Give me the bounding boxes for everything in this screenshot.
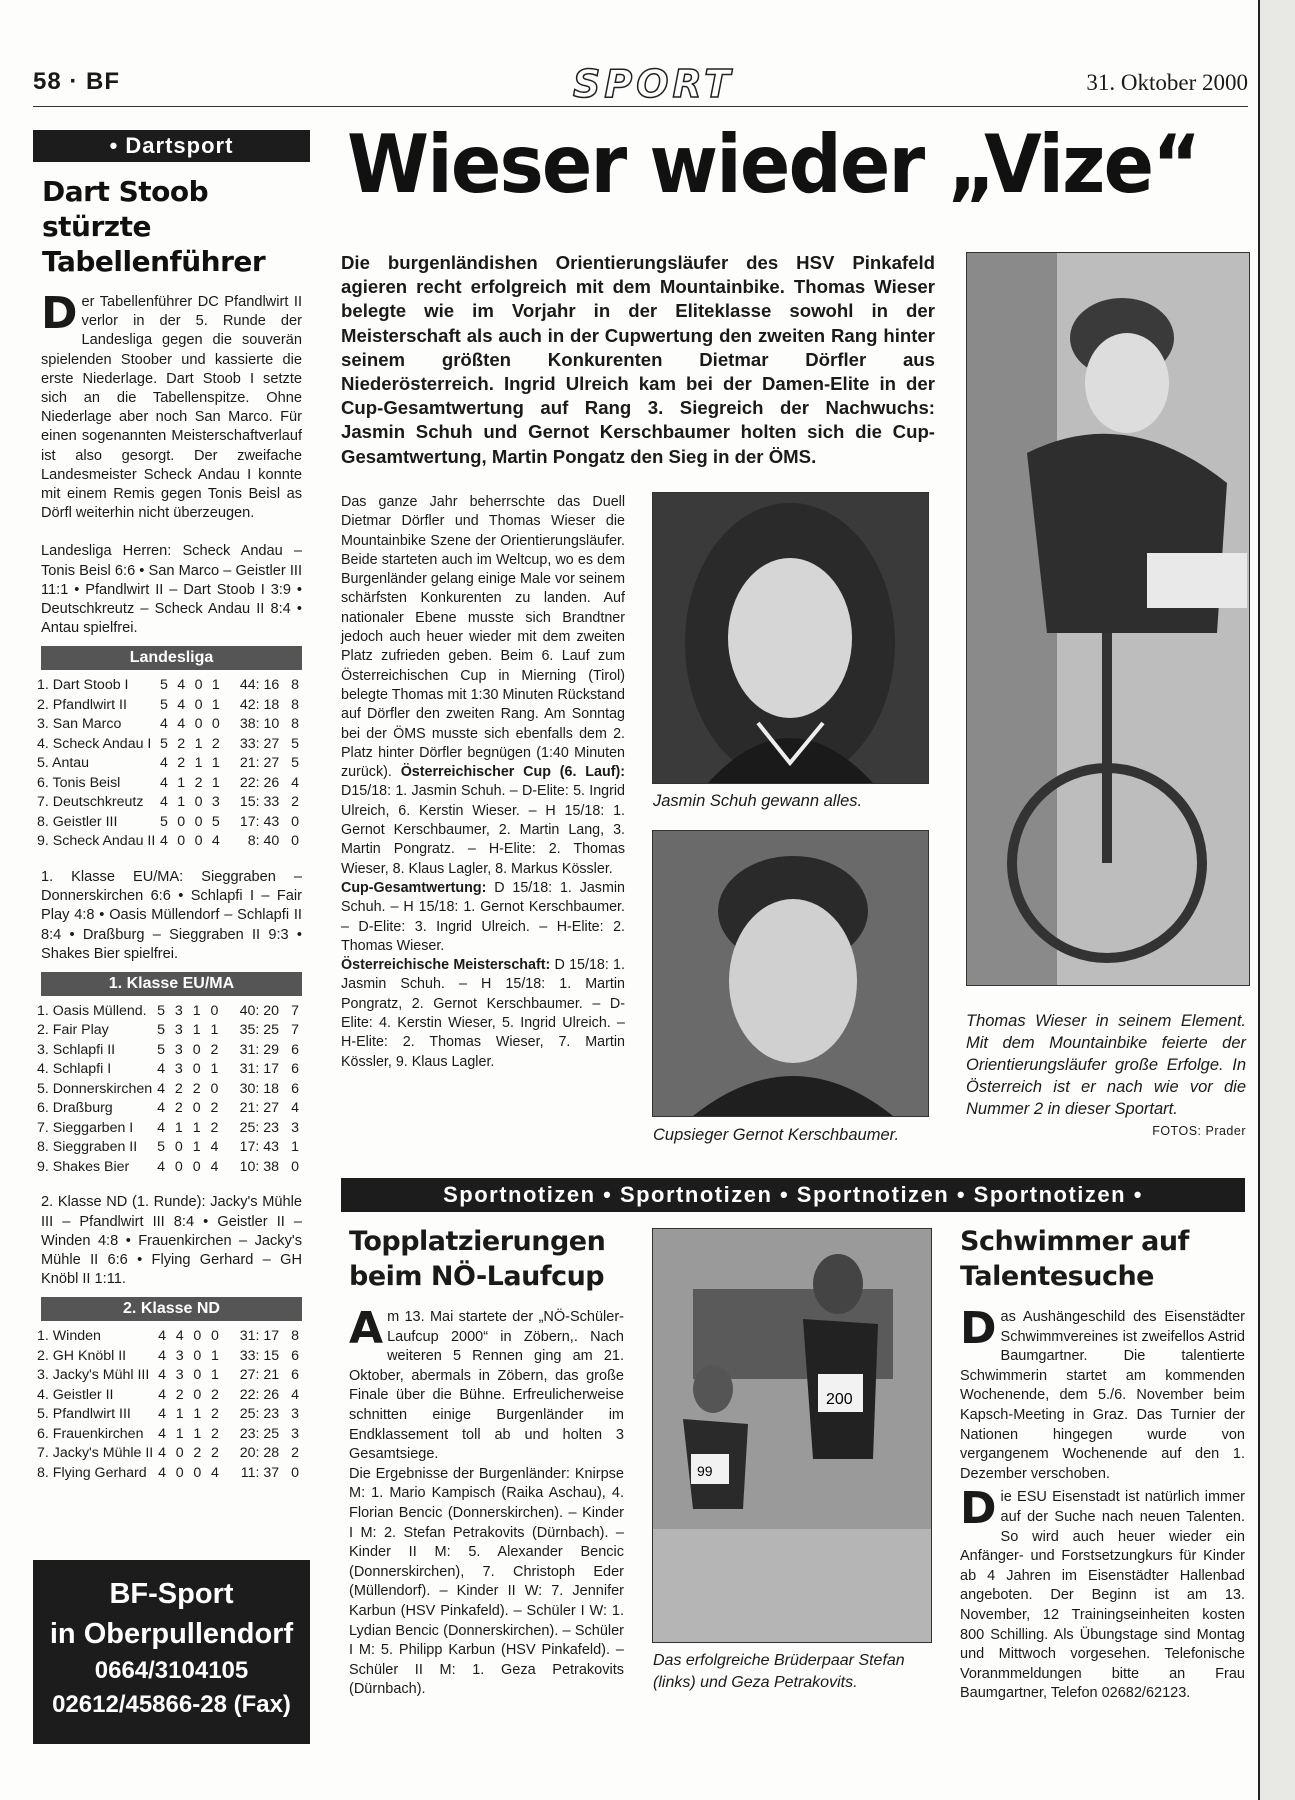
table-cell: 5 [160, 813, 168, 830]
table-row [37, 1119, 299, 1139]
team-name: 9. Scheck Andau II [37, 833, 156, 850]
table-cell: 5 [157, 1002, 165, 1019]
table-row [37, 1041, 299, 1061]
laufcup-column [349, 1224, 624, 1700]
table-cell: 2 [291, 1445, 299, 1462]
table-cell: 6 [291, 1367, 299, 1384]
table-cell: 1 [192, 1002, 201, 1019]
table-cell: 7 [291, 1002, 299, 1019]
table-cell: 0 [193, 1347, 202, 1364]
cup6-label: Österreichischer Cup (6. Lauf): [400, 764, 625, 781]
table-cell: 4 [175, 1328, 184, 1345]
running-brothers-image [653, 1229, 931, 1642]
table-cell: 31: 17 [239, 1061, 280, 1078]
table-cell: 30: 18 [239, 1080, 280, 1097]
table-cell: 0 [192, 1041, 201, 1058]
table-cell: 2 [210, 1041, 219, 1058]
photo-petrakovits [652, 1228, 932, 1643]
photo-jasmin-schuh [652, 492, 929, 784]
table-cell: 0 [194, 677, 203, 694]
team-name: 9. Shakes Bier [37, 1158, 130, 1175]
caption-thomas [966, 1010, 1246, 1142]
table-cell: 22: 26 [239, 1386, 280, 1403]
table-cell: 2 [211, 1445, 219, 1462]
team-name: 6. Frauenkirchen [37, 1425, 144, 1442]
team-name: 7. Sieggarben I [37, 1119, 134, 1136]
table-cell: 15: 33 [239, 794, 280, 811]
team-name: 8. Geistler III [37, 813, 118, 830]
section-title: SPORT [573, 62, 734, 106]
table-row [37, 1405, 299, 1425]
table-cell: 4 [210, 1158, 219, 1175]
team-name: 1. Oasis Müllend. [37, 1002, 147, 1019]
table-cell: 4 [157, 1100, 165, 1117]
sportnotizen-bar: Sportnotizen • Sportnotizen • Sportnotizen • Sportnotizen • [341, 1178, 1245, 1212]
table-cell: 0 [174, 1158, 183, 1175]
table-cell: 5 [157, 1139, 165, 1156]
table-cell: 3 [174, 1061, 183, 1078]
table-cell: 8 [291, 677, 299, 694]
table-cell: 1 [175, 1425, 184, 1442]
team-name: 5. Donnerskirchen [37, 1080, 153, 1097]
table-cell: 4 [158, 1347, 167, 1364]
table-cell: 0 [211, 716, 220, 733]
table-cell: 1 [177, 794, 186, 811]
table-cell: 2 [177, 735, 186, 752]
table-cell: 5 [211, 813, 220, 830]
main-headline: Wieser wieder „Vize“ [347, 118, 1200, 211]
table-cell: 22: 26 [239, 774, 280, 791]
table-cell: 1 [211, 1367, 219, 1384]
table-row [37, 774, 299, 794]
team-name: 5. Antau [37, 755, 90, 772]
table-cell: 0 [194, 833, 203, 850]
table-cell: 1 [211, 696, 220, 713]
table-cell: 0 [174, 1139, 183, 1156]
table-cell: 2 [193, 1445, 202, 1462]
table-cell: 1 [192, 1119, 201, 1136]
table-cell: 1 [194, 755, 203, 772]
table-cell: 0 [192, 1158, 201, 1175]
table-cell: 1 [210, 1061, 219, 1078]
team-name: 4. Scheck Andau I [37, 735, 152, 752]
table-cell: 5 [160, 735, 168, 752]
table-cell: 17: 43 [239, 813, 280, 830]
results-klasse-eu-ma: 1. Klasse EU/MA: Sieggraben – Donnerskirchen 6:6 • Schlapfi I – Fair Play 4:8 • Oasis Müllendorf – Schlapfi II 8:4 • Draßburg – Sieggraben II 9:3 • Shakes Bier spielfrei. [41, 868, 302, 962]
bib-number-200: 200 [826, 1391, 853, 1408]
table-row [37, 1464, 299, 1484]
table-cell: 42: 18 [239, 696, 280, 713]
table-cell: 4 [158, 1464, 167, 1481]
table-cell: 2 [291, 794, 299, 811]
table-row [37, 813, 299, 833]
table-cell: 11: 37 [240, 1464, 280, 1481]
table-cell: 25: 23 [239, 1119, 280, 1136]
dartsport-intro [33, 288, 310, 523]
team-name: 8. Flying Gerhard [37, 1464, 147, 1481]
table-cell: 4 [177, 696, 186, 713]
results-landesliga: Landesliga Herren: Scheck Andau – Tonis Beisl 6:6 • San Marco – Geistler III 11:1 • Pfandlwirt II – Dart Stoob I 3:9 • Deutschkreutz – Scheck Andau II 8:4 • Antau spielfrei. [41, 543, 302, 637]
table-cell: 2 [210, 1100, 219, 1117]
table-cell: 0 [291, 813, 299, 830]
team-name: 4. Schlapfi I [37, 1061, 112, 1078]
page-edge [1258, 0, 1295, 1800]
table-cell: 0 [175, 1445, 184, 1462]
table-cell: 2 [211, 1406, 219, 1423]
page-header [33, 60, 1248, 107]
table-cell: 4 [158, 1386, 167, 1403]
table-cell: 0 [175, 1464, 184, 1481]
table-cell: 2 [194, 774, 203, 791]
table-row [37, 1444, 299, 1464]
table-cell: 4 [210, 1139, 219, 1156]
table-cell: 3 [174, 1002, 183, 1019]
standings-table-klasse-nd [37, 1327, 299, 1483]
schwimmer-column [960, 1224, 1245, 1704]
table-cell: 4 [157, 1158, 165, 1175]
laufcup-intro: m 13. Mai startete der „NÖ-Schüler-Laufcup 2000“ in Zöbern,. Nach weiteren 5 Rennen ging am 21. Oktober, abermals in Zöbern, das große Finale über die Bühne. Erfreulicherweise schnitten einige Burgenländer im Endklassement toll ab und holten 3 Gesamtsiege. [349, 1309, 624, 1463]
team-name: 2. Pfandlwirt II [37, 696, 127, 713]
portrait-boy-image [653, 831, 928, 1116]
table-cell: 8: 40 [247, 833, 280, 850]
standings-table-klasse-eu-ma [37, 1002, 299, 1178]
table-cell: 25: 23 [239, 1406, 280, 1423]
mountainbike-rider-image [967, 253, 1249, 985]
cupgesamt-text: D 15/18: 1. Jasmin Schuh. – H 15/18: 1. Gernot Kerschbaumer. – D-Elite: 3. Ingrid Ulreich. – H-Elite: 2. Thomas Wieser. [341, 879, 625, 954]
table-row [37, 793, 299, 813]
table-cell: 2 [192, 1080, 201, 1097]
table-cell: 4 [157, 1061, 165, 1078]
table-cell: 1 [193, 1425, 202, 1442]
table-cell: 1 [174, 1119, 183, 1136]
table-cell: 2 [175, 1386, 184, 1403]
team-name: 2. GH Knöbl II [37, 1347, 127, 1364]
table-cell: 4 [160, 794, 168, 811]
table-cell: 8 [291, 696, 299, 713]
table-row [37, 1366, 299, 1386]
table-title-klasse-eu-ma: 1. Klasse EU/MA [41, 972, 302, 996]
table-cell: 0 [210, 1080, 219, 1097]
team-name: 5. Pfandlwirt III [37, 1406, 131, 1423]
table-cell: 1 [177, 774, 186, 791]
table-cell: 7 [291, 1022, 299, 1039]
team-name: 2. Fair Play [37, 1022, 109, 1039]
table-cell: 33: 27 [239, 735, 280, 752]
table-cell: 4 [177, 677, 186, 694]
table-cell: 4 [158, 1445, 167, 1462]
table-cell: 0 [194, 794, 203, 811]
table-cell: 0 [194, 716, 203, 733]
table-cell: 20: 28 [239, 1445, 280, 1462]
table-cell: 0 [193, 1386, 202, 1403]
table-cell: 5 [291, 735, 299, 752]
team-name: 3. Schlapfi II [37, 1041, 116, 1058]
dartsport-kicker: • Dartsport [33, 130, 310, 162]
table-cell: 4 [158, 1406, 167, 1423]
table-cell: 44: 16 [239, 677, 280, 694]
table-cell: 3 [291, 1425, 299, 1442]
caption-thomas-text: Thomas Wieser in seinem Element. Mit dem Mountainbike feierte der Orientierungsläufer große Erfolge. In Österreich ist er nach wie vor die Nummer 2 in dieser Sportart. [966, 1012, 1246, 1118]
table-cell: 35: 25 [239, 1022, 280, 1039]
table-cell: 5 [160, 696, 168, 713]
standings-table-landesliga [37, 676, 299, 852]
table-cell: 0 [211, 1328, 219, 1345]
table-cell: 4 [158, 1328, 167, 1345]
table-cell: 0 [193, 1328, 202, 1345]
team-name: 4. Geistler II [37, 1386, 114, 1403]
table-cell: 4 [211, 833, 220, 850]
table-cell: 4 [211, 1464, 219, 1481]
table-cell: 0 [193, 1367, 202, 1384]
table-cell: 4 [160, 774, 168, 791]
table-cell: 1 [211, 677, 220, 694]
table-cell: 0 [291, 1158, 299, 1175]
oems-text: D 15/18: 1. Jasmin Schuh. – H 15/18: 1. Martin Pongratz, 2. Gernot Kerschbaumer. – D-Elite: 4. Kerstin Wieser, 5. Ingrid Ulreich. – H-Elite: 2. Thomas Wieser, 7. Martin Kössler, 9. Klaus Lagler. [341, 957, 625, 1070]
bf-sport-contact-box [33, 1560, 310, 1744]
table-row [37, 1138, 299, 1158]
team-name: 7. Deutschkreutz [37, 794, 144, 811]
intro-text: er Tabellenführer DC Pfandlwirt II verlor in der 5. Runde der Landesliga gegen die souverän spielenden Stoober und kassierte die erste Niederlage. Dart Stoob I setzte sich an die Tabellenspitze. Ohne Niederlage aber noch San Marco. Für einen sogenannten Meisterschaftverlauf ist also gesorgt. Der zweifache Landesmeister Scheck Andau I konnte mit einem Remis gegen Tonis Beisl as Dörfl weiterhin nicht überzeugen. [41, 294, 302, 522]
oems-label: Österreichische Meisterschaft: [341, 957, 551, 974]
table-cell: 3 [291, 1119, 299, 1136]
schwimmer-text-2 [960, 1483, 1245, 1704]
table-cell: 10: 38 [239, 1158, 280, 1175]
team-name: 1. Winden [37, 1328, 101, 1345]
photo-thomas-wieser [966, 252, 1250, 986]
team-name: 3. Jacky's Mühl III [37, 1367, 150, 1384]
bf-sport-title: BF-Sport [109, 1578, 234, 1610]
team-name: 3. San Marco [37, 716, 122, 733]
table-cell: 2 [174, 1100, 183, 1117]
table-cell: 0 [192, 1100, 201, 1117]
table-title-landesliga: Landesliga [41, 646, 302, 670]
schwimmer-para-1: as Aushängeschild des Eisenstädter Schwimmvereines ist zweifellos Astrid Baumgartner. Die talentierte Schwimmerin startet am kommenden Wochenende, dem 5./6. November beim Kapsch-Meeting in Graz. Das Turnier der Nationen hingegen wurde von vergangenem Wochenende auf den 1. Dezember verschoben. [960, 1309, 1245, 1482]
table-cell: 0 [291, 1464, 299, 1481]
table-row [37, 754, 299, 774]
dropcap: D [960, 1303, 997, 1354]
table-cell: 2 [174, 1080, 183, 1097]
table-cell: 4 [177, 716, 186, 733]
page-number: 58 · BF [33, 68, 121, 95]
table-cell: 1 [194, 735, 203, 752]
table-cell: 0 [192, 1061, 201, 1078]
table-row [37, 1099, 299, 1119]
table-cell: 4 [157, 1080, 165, 1097]
table-cell: 1 [211, 774, 220, 791]
table-cell: 4 [158, 1367, 167, 1384]
table-cell: 4 [157, 1119, 165, 1136]
table-cell: 5 [157, 1041, 165, 1058]
table-cell: 0 [193, 1464, 202, 1481]
photo-gernot-kerschbaumer [652, 830, 929, 1117]
table-cell: 31: 29 [239, 1041, 280, 1058]
table-row [37, 832, 299, 852]
table-row [37, 1060, 299, 1080]
table-row [37, 1002, 299, 1022]
table-row [37, 735, 299, 755]
table-cell: 3 [291, 1406, 299, 1423]
table-cell: 8 [291, 716, 299, 733]
table-row [37, 676, 299, 696]
table-cell: 33: 15 [239, 1347, 280, 1364]
table-cell: 2 [177, 755, 186, 772]
table-cell: 6 [291, 1080, 299, 1097]
table-cell: 1 [211, 755, 220, 772]
main-body-text: Das ganze Jahr beherrschte das Duell Dietmar Dörfler und Thomas Wieser die Mountainbike Szene der Orientierungsläufer. Beide starteten auch im Weltcup, wo es dem Burgenländer gelang einige Male vor seinem schärfsten Konkurenten zu landen. Auf nationaler Ebene musste sich Brandtner jedoch auch heuer wieder mit dem zweiten Platz zufrieden geben. Beim 6. Lauf zum Österreichischen Cup in Mierning (Tirol) belegte Thomas mit 1:30 Minuten Rückstand auf Dörfler den zweiten Rang. Am Sonntag bei der ÖMS musste sich ebenfalls dem 2. Platz hinter Dörfler begnügen (1:40 Minuten zurück). [341, 494, 625, 781]
table-cell: 0 [194, 696, 203, 713]
dropcap: D [41, 288, 78, 339]
issue-date: 31. Oktober 2000 [1086, 70, 1248, 95]
table-row [37, 1386, 299, 1406]
table-cell: 6 [291, 1061, 299, 1078]
table-cell: 0 [210, 1002, 219, 1019]
table-cell: 17: 43 [239, 1139, 280, 1156]
table-row [37, 1425, 299, 1445]
table-row [37, 1080, 299, 1100]
table-cell: 27: 21 [239, 1367, 280, 1384]
bib-number-99: 99 [697, 1463, 713, 1479]
table-cell: 1 [210, 1022, 219, 1039]
table-cell: 38: 10 [239, 716, 280, 733]
table-cell: 1 [192, 1139, 201, 1156]
table-cell: 1 [291, 1139, 299, 1156]
main-body [341, 493, 625, 1072]
table-cell: 4 [160, 833, 168, 850]
team-name: 7. Jacky's Mühle II [37, 1445, 154, 1462]
table-cell: 1 [175, 1406, 184, 1423]
caption-jasmin: Jasmin Schuh gewann alles. [653, 792, 863, 810]
table-cell: 4 [291, 774, 299, 791]
table-cell: 4 [160, 716, 168, 733]
laufcup-results: Die Ergebnisse der Burgenländer: Knirpse M: 1. Mario Kampisch (Raika Aschau), 4. Florian Bencic (Donnerskirchen). – Kinder I M: 2. Stefan Petrakovits (Dürnbach). – Kinder II M: 5. Alexander Bencic (Donnerskirchen), 7. Christoph Eder (Müllendorf). – Kinder II W: 7. Jennifer Karbun (HSV Pinkafeld). – Schüler I W: 1. Lydian Bencic (Donnerskirchen). – Schüler I M: 5. Philipp Karbun (HSV Pinkafeld). – Schüler II M: 1. Geza Petrakovits (Dürnbach). [349, 1465, 624, 1698]
table-row [37, 715, 299, 735]
table-row [37, 1158, 299, 1178]
table-cell: 4 [158, 1425, 167, 1442]
table-cell: 5 [160, 677, 168, 694]
table-cell: 6 [291, 1347, 299, 1364]
cup6-text: D15/18: 1. Jasmin Schuh. – D-Elite: 5. Ingrid Ulreich, 6. Kerstin Wieser. – H 15/18: 1. Gernot Kerschbaumer, 2. Martin Lang, 3. Martin Pongratz. – H-Elite: 2. Thomas Wieser, 8. Klaus Lagler, 8. Markus Kössler. [341, 783, 625, 877]
team-name: 6. Tonis Beisl [37, 774, 121, 791]
cupgesamt-label: Cup-Gesamtwertung: [341, 879, 487, 896]
caption-petrakovits: Das erfolgreiche Brüderpaar Stefan (links) und Geza Petrakovits. [653, 1652, 905, 1691]
table-cell: 31: 17 [239, 1328, 280, 1345]
table-cell: 0 [291, 833, 299, 850]
schwimmer-text-1 [960, 1303, 1245, 1484]
table-cell: 0 [177, 813, 186, 830]
dropcap: A [349, 1303, 384, 1354]
table-cell: 1 [192, 1022, 201, 1039]
results-klasse-nd: 2. Klasse ND (1. Runde): Jacky's Mühle III – Pfandlwirt III 8:4 • Geistler II – Winden 4:8 • Frauenkirchen – Jacky's Mühle II 6:6 • Flying Gerhard – GH Knöbl II 1:11. [41, 1194, 302, 1288]
table-cell: 4 [160, 755, 168, 772]
portrait-girl-image [653, 493, 928, 783]
table-cell: 0 [194, 813, 203, 830]
table-cell: 3 [174, 1022, 183, 1039]
dropcap: D [960, 1483, 997, 1535]
table-cell: 2 [211, 735, 220, 752]
table-cell: 5 [157, 1022, 165, 1039]
table-cell: 4 [291, 1386, 299, 1403]
table-cell: 0 [177, 833, 186, 850]
table-cell: 3 [175, 1367, 184, 1384]
table-cell: 21: 27 [239, 755, 280, 772]
table-cell: 1 [193, 1406, 202, 1423]
table-cell: 2 [211, 1386, 219, 1403]
table-cell: 5 [291, 755, 299, 772]
table-cell: 3 [174, 1041, 183, 1058]
team-name: 1. Dart Stoob I [37, 677, 129, 694]
bf-sport-fax: 02612/45866-28 (Fax) [52, 1691, 291, 1718]
table-title-klasse-nd: 2. Klasse ND [41, 1297, 302, 1321]
bf-sport-location: in Oberpullendorf [49, 1618, 294, 1650]
laufcup-headline: Topplatzierungen beim NÖ-Laufcup [349, 1226, 606, 1292]
schwimmer-para-2: ie ESU Eisenstadt ist natürlich immer auf der Suche nach neuen Talenten. So wird auch heuer wieder ein Anfänger- und Forstsetzungkurs für Kinder ab 4 Jahren im Eisenstädter Hallenbad angeboten. Der Beginn ist am 13. November, 12 Trainingseinheiten kosten 800 Schilling. Als Übungstage sind Montag und Mittwoch vorgesehen. Telefonische Voranmmeldungen bitte an Frau Baumgartner, Telefon 02682/62123. [960, 1489, 1245, 1702]
dartsport-headline: Dart Stoob stürzte Tabellenführer [42, 175, 266, 278]
table-row [37, 1021, 299, 1041]
table-row [37, 696, 299, 716]
table-cell: 4 [291, 1100, 299, 1117]
table-cell: 3 [211, 794, 220, 811]
caption-gernot: Cupsieger Gernot Kerschbaumer. [653, 1126, 900, 1144]
team-name: 6. Draßburg [37, 1100, 113, 1117]
team-name: 8. Sieggraben II [37, 1139, 138, 1156]
dartsport-column [33, 130, 310, 1483]
table-cell: 21: 27 [239, 1100, 280, 1117]
main-lead: Die burgenländishen Orientierungsläufer des HSV Pinkafeld agieren recht erfolgreich mit dem Mountainbike. Thomas Wieser belegte wie im Vorjahr in der Eliteklasse sowohl in der Meisterschaft als auch in der Cupwertung den zweiten Rang hinter seinem größten Konkurenten Dietmar Dörfler aus Niederösterreich. Ingrid Ulreich kam bei der Damen-Elite in der Cup-Gesamtwertung auf Rang 3. Siegreich der Nachwuchs: Jasmin Schuh und Gernot Kerschbaumer holten sich die Cup-Gesamtwertung, Martin Pongatz den Sieg in der ÖMS. [341, 252, 935, 467]
table-row [37, 1347, 299, 1367]
laufcup-text [349, 1303, 624, 1465]
table-cell: 2 [210, 1119, 219, 1136]
table-row [37, 1327, 299, 1347]
table-cell: 23: 25 [239, 1425, 280, 1442]
table-cell: 3 [175, 1347, 184, 1364]
table-cell: 8 [291, 1328, 299, 1345]
table-cell: 40: 20 [239, 1002, 280, 1019]
bf-sport-phone: 0664/3104105 [94, 1657, 249, 1684]
table-cell: 2 [211, 1425, 219, 1442]
photo-credit: FOTOS: Prader [1152, 1124, 1246, 1138]
table-cell: 6 [291, 1041, 299, 1058]
table-cell: 1 [211, 1347, 219, 1364]
schwimmer-headline: Schwimmer auf Talentesuche [960, 1226, 1189, 1292]
